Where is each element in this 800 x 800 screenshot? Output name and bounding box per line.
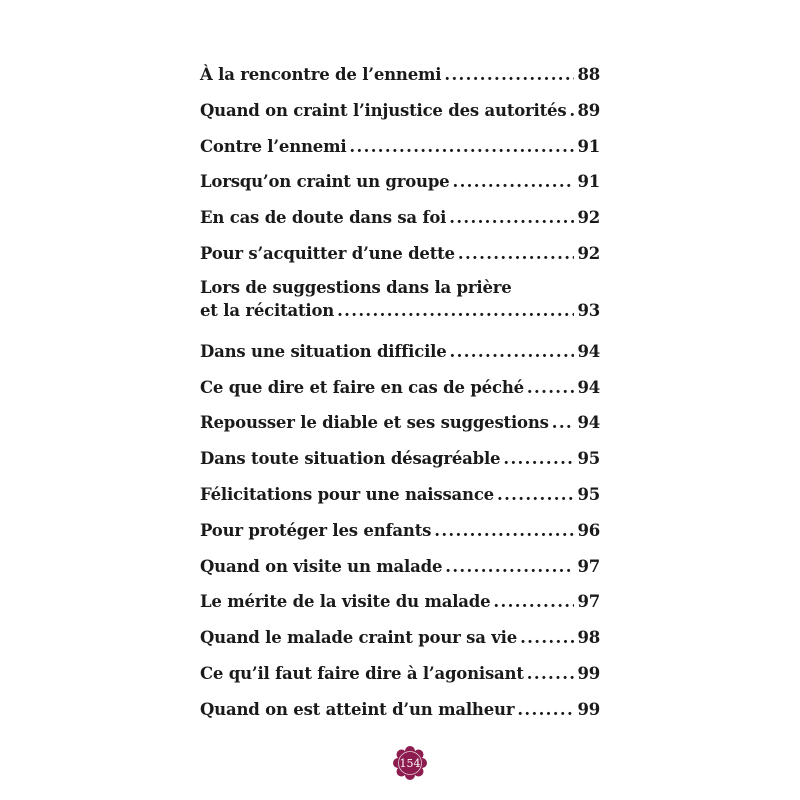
dot-leader — [552, 410, 575, 436]
page-number: 154 — [399, 756, 421, 770]
dot-leader — [569, 98, 574, 124]
toc-entry-title-line2: et la récitation — [200, 300, 335, 320]
toc-entry[interactable] — [200, 98, 600, 134]
toc-entry-page: 88 — [577, 65, 600, 84]
toc-entry[interactable] — [200, 277, 600, 339]
toc-entry-title: Quand le malade craint pour sa vie — [200, 628, 518, 648]
toc-entry[interactable] — [200, 169, 600, 205]
toc-entry[interactable] — [200, 697, 600, 733]
toc-entry-title: À la rencontre de l’ennemi — [200, 65, 442, 84]
dot-leader — [444, 62, 574, 88]
toc-entry-page: 97 — [577, 592, 600, 612]
toc-entry-page: 93 — [577, 300, 600, 320]
toc-entry-page: 95 — [577, 484, 600, 504]
toc-entry[interactable] — [200, 554, 600, 590]
toc-entry-title-line1: Lors de suggestions dans la prière — [200, 277, 512, 297]
toc-entry-title: En cas de doute dans sa foi — [200, 208, 447, 228]
toc-entry[interactable] — [200, 375, 600, 411]
toc-entry-page: 96 — [577, 520, 600, 540]
toc-entry-page: 91 — [577, 172, 600, 192]
toc-entry-title: Lorsqu’on craint un groupe — [200, 172, 450, 192]
dot-leader — [527, 661, 575, 687]
toc-entry[interactable] — [200, 205, 600, 241]
toc-entry-page: 89 — [577, 100, 600, 120]
toc-entry-page: 92 — [577, 208, 600, 228]
dot-leader — [458, 241, 575, 267]
toc-entry[interactable] — [200, 589, 600, 625]
toc-entry-title: Dans toute situation désagréable — [200, 449, 501, 469]
table-of-contents — [200, 62, 600, 733]
toc-entry-title: Pour s’acquitter d’une dette — [200, 243, 455, 263]
dot-leader — [445, 554, 574, 580]
dot-leader — [452, 169, 574, 195]
toc-entry-page: 94 — [577, 341, 600, 361]
dot-leader — [450, 339, 575, 365]
toc-entry-title: Dans une situation difficile — [200, 341, 447, 361]
dot-leader — [434, 518, 574, 544]
toc-entry-title: Contre l’ennemi — [200, 136, 347, 156]
toc-entry-title: Repousser le diable et ses suggestions — [200, 413, 549, 433]
toc-entry[interactable] — [200, 482, 600, 518]
toc-entry[interactable] — [200, 62, 600, 98]
toc-entry[interactable] — [200, 625, 600, 661]
toc-entry[interactable] — [200, 518, 600, 554]
toc-entry[interactable] — [200, 446, 600, 482]
toc-entry-title: Pour protéger les enfants — [200, 520, 432, 540]
toc-entry-page: 97 — [577, 556, 600, 576]
dot-leader — [520, 625, 574, 651]
toc-entry-page: 99 — [577, 699, 600, 719]
toc-entry-title: Le mérite de la visite du malade — [200, 592, 491, 612]
dot-leader — [349, 134, 574, 160]
dot-leader — [493, 589, 574, 615]
toc-entry-page: 94 — [577, 377, 600, 397]
toc-entry[interactable] — [200, 339, 600, 375]
toc-entry-page: 99 — [577, 663, 600, 683]
dot-leader — [527, 375, 575, 401]
toc-entry-page: 94 — [577, 413, 600, 433]
toc-entry[interactable] — [200, 134, 600, 170]
toc-entry-page: 92 — [577, 243, 600, 263]
toc-entry-page: 98 — [577, 628, 600, 648]
toc-entry-title: Quand on craint l’injustice des autorités — [200, 100, 567, 120]
toc-entry-page: 95 — [577, 449, 600, 469]
toc-entry-title: Félicitations pour une naissance — [200, 484, 494, 504]
dot-leader — [337, 299, 574, 323]
toc-entry-title: Quand on visite un malade — [200, 556, 443, 576]
toc-entry[interactable] — [200, 661, 600, 697]
toc-entry-title: Ce que dire et faire en cas de péché — [200, 377, 524, 397]
toc-entry-title: Quand on est atteint d’un malheur — [200, 699, 515, 719]
dot-leader — [503, 446, 574, 472]
toc-entry[interactable] — [200, 410, 600, 446]
toc-entry-title: Ce qu’il faut faire dire à l’agonisant — [200, 663, 524, 683]
dot-leader — [517, 697, 574, 723]
toc-entry-page: 91 — [577, 136, 600, 156]
dot-leader — [449, 205, 574, 231]
dot-leader — [497, 482, 574, 508]
toc-entry[interactable] — [200, 241, 600, 277]
